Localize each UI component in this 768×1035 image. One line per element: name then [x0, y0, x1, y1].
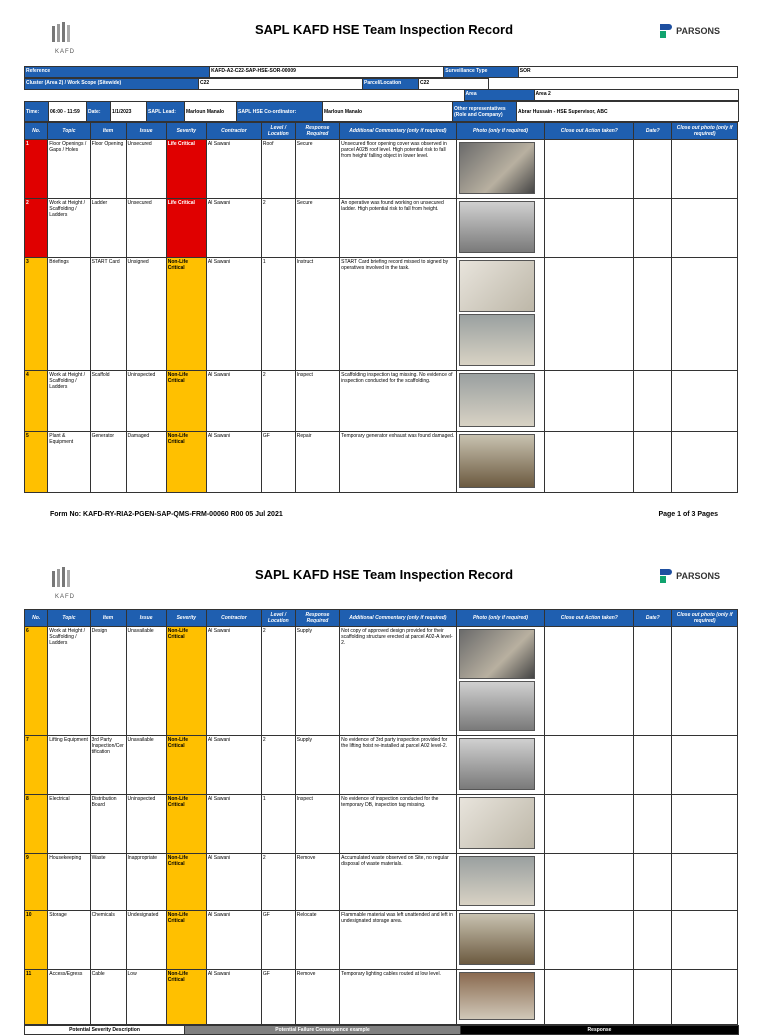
- cell-photo: [456, 199, 545, 258]
- column-header: Contractor: [206, 123, 261, 140]
- cell-date[interactable]: [634, 970, 672, 1025]
- cell-closeout-action[interactable]: [545, 432, 634, 493]
- cell-issue: Low: [126, 970, 166, 1025]
- cell-date[interactable]: [634, 736, 672, 795]
- cell-date[interactable]: [634, 199, 672, 258]
- table-row: [25, 627, 738, 736]
- cell-issue: Unsigned: [126, 258, 166, 371]
- cell-closeout-photo[interactable]: [672, 970, 738, 1025]
- cell-item: 3rd Party Inspection/Certification: [90, 736, 126, 795]
- cell-severity: Non-Life Critical: [166, 911, 206, 970]
- cell-severity: Non-Life Critical: [166, 371, 206, 432]
- column-header: Close out Action taken?: [545, 123, 634, 140]
- cell-closeout-photo[interactable]: [672, 736, 738, 795]
- cell-comment: Accumulated waste observed on Site, no regular disposal of waste materials.: [340, 854, 456, 911]
- cell-photo: [456, 736, 545, 795]
- column-header: Close out photo (only if required): [672, 610, 738, 627]
- cell-contractor: Al Sawani: [206, 627, 261, 736]
- cell-severity: Non-Life Critical: [166, 970, 206, 1025]
- cell-closeout-photo[interactable]: [672, 199, 738, 258]
- photo-chemicals: [459, 913, 535, 965]
- photo-operatives: [459, 314, 535, 366]
- cell-item: Ladder: [90, 199, 126, 258]
- cell-comment: Scaffolding inspection tag missing. No evidence of inspection conducted for the scaffolding.: [340, 371, 456, 432]
- cell-date[interactable]: [634, 432, 672, 493]
- cell-comment: Temporary generator exhaust was found damaged.: [340, 432, 456, 493]
- cell-date[interactable]: [634, 795, 672, 854]
- cell-topic: Storage: [48, 911, 90, 970]
- cell-contractor: Al Sawani: [206, 199, 261, 258]
- page1-body: Reference KAFD-A2-C22-SAP-HSE-SOR-00009 Surveillance Type SOR Cluster (Area 2) / Work Scope (Sitewide) C22 Parcel/Location C22 Area Area 2 Time: 06:00 - 11:59 Date: 1/1/2023 SAPL Lead: Marloun Manalo SAPL HSE Co-ordinator: Marloun Manalo Other representatives (Role and Company) Abrar Hussain - HSE Supervisor, ABC No. Topic Item Issue Severity Contractor Level / Location Response Required Additional Commentary (only if required) Photo (only if required) Close out Action taken? Date? Close out photo (only if required) 1 Floor Openings / Gaps / Holes Floor Opening Unsecured Life Critical Al Sawani Roof Secure Unsecured floor opening cover was observed in parcel A02B roof level. High potential risk to fall from height/ falling object in lower level. 2 Work at Height / Scaffolding / Ladders Ladder Unsecured Life Critical Al Sawani 2 Secure An operative was found working on unsecured ladder. High potential risk to fall from height. 3 Briefings START Card Unsigned Non-Life Critical Al Sawani 1 Instruct START Card briefing record missed to signed by operatives involved in the task. 4 Work at Height / Scaffolding / Ladders Scaffold Uninspected Non-Life Critical Al Sawani 2 Inspect Scaffolding inspection tag missing. No evidence of inspection conducted for the scaffolding. 5 Plant & Equipment Generator Damaged Non-Life Critical Al Sawani GF Repair Temporary generator exhaust was found damaged.: [0, 66, 768, 493]
- photo-hoist: [459, 738, 535, 790]
- cell-issue: Undesignated: [126, 911, 166, 970]
- cell-comment: No evidence of 3rd party inspection provided for the lifting hoist re-installed at parcel A02 level-2.: [340, 736, 456, 795]
- parsons-logo: PARSONS: [660, 24, 720, 38]
- cell-issue: Damaged: [126, 432, 166, 493]
- table-row: [25, 371, 738, 432]
- findings-table-page1: [24, 122, 738, 493]
- cell-severity: Non-Life Critical: [166, 432, 206, 493]
- page1-header: [0, 0, 768, 60]
- cell-contractor: Al Sawani: [206, 258, 261, 371]
- cell-no: 3: [25, 258, 48, 371]
- photo-scaffold: [459, 373, 535, 427]
- photo-scaffold-b: [459, 681, 535, 731]
- column-header: Issue: [126, 123, 166, 140]
- cell-no: 8: [25, 795, 48, 854]
- cell-closeout-photo[interactable]: [672, 371, 738, 432]
- cell-date[interactable]: [634, 140, 672, 199]
- table-row: [25, 736, 738, 795]
- cell-comment: Flammable material was left unattended and left in undesignated storage area.: [340, 911, 456, 970]
- column-header: Item: [90, 123, 126, 140]
- cell-closeout-action[interactable]: [545, 258, 634, 371]
- cell-item: Design: [90, 627, 126, 736]
- cell-item: Generator: [90, 432, 126, 493]
- column-header: No.: [25, 123, 48, 140]
- cell-contractor: Al Sawani: [206, 140, 261, 199]
- cell-topic: Housekeeping: [48, 854, 90, 911]
- cell-comment: Temporary lighting cables routed at low level.: [340, 970, 456, 1025]
- cell-issue: Unsecured: [126, 140, 166, 199]
- cell-item: Chemicals: [90, 911, 126, 970]
- photo-cable: [459, 972, 535, 1020]
- cell-closeout-photo[interactable]: [672, 854, 738, 911]
- photo-ladder: [459, 201, 535, 253]
- cell-closeout-action[interactable]: [545, 795, 634, 854]
- info-table: Reference KAFD-A2-C22-SAP-HSE-SOR-00009 Surveillance Type SOR: [24, 66, 738, 78]
- cell-date[interactable]: [634, 911, 672, 970]
- kafd-logo: KAFD: [50, 22, 80, 60]
- cell-comment: Unsecured floor opening cover was observed in parcel A02B roof level. High potential risk to fall from height/ falling object in lower level.: [340, 140, 456, 199]
- cell-closeout-action[interactable]: [545, 911, 634, 970]
- column-header: Photo (only if required): [456, 610, 545, 627]
- cell-topic: Electrical: [48, 795, 90, 854]
- cell-no: 4: [25, 371, 48, 432]
- cell-severity: Non-Life Critical: [166, 795, 206, 854]
- photo-scaffold-a: [459, 629, 535, 679]
- cell-level: 2: [261, 736, 295, 795]
- cell-level: Roof: [261, 140, 295, 199]
- photo-start-card: [459, 260, 535, 312]
- cell-response: Remove: [295, 970, 339, 1025]
- column-header: Severity: [166, 123, 206, 140]
- cell-item: Scaffold: [90, 371, 126, 432]
- cell-level: 1: [261, 795, 295, 854]
- cell-severity: Non-Life Critical: [166, 736, 206, 795]
- cell-closeout-photo[interactable]: [672, 432, 738, 493]
- column-header: Contractor: [206, 610, 261, 627]
- cell-closeout-action[interactable]: [545, 371, 634, 432]
- cell-level: 2: [261, 371, 295, 432]
- cell-closeout-action[interactable]: [545, 140, 634, 199]
- cell-level: 2: [261, 627, 295, 736]
- cell-topic: Work at Height / Scaffolding / Ladders: [48, 371, 90, 432]
- table-row: [25, 795, 738, 854]
- cell-item: Distribution Board: [90, 795, 126, 854]
- cell-closeout-photo[interactable]: [672, 911, 738, 970]
- cell-severity: Non-Life Critical: [166, 258, 206, 371]
- cell-response: Instruct: [295, 258, 339, 371]
- cell-response: Repair: [295, 432, 339, 493]
- cell-closeout-photo[interactable]: [672, 258, 738, 371]
- cell-level: 1: [261, 258, 295, 371]
- cell-response: Remove: [295, 854, 339, 911]
- column-header: Date?: [634, 610, 672, 627]
- cell-contractor: Al Sawani: [206, 432, 261, 493]
- cell-contractor: Al Sawani: [206, 371, 261, 432]
- column-header: Topic: [48, 610, 90, 627]
- column-header: Item: [90, 610, 126, 627]
- cell-closeout-action[interactable]: [545, 736, 634, 795]
- cell-photo: [456, 627, 545, 736]
- cell-no: 10: [25, 911, 48, 970]
- cell-response: Supply: [295, 627, 339, 736]
- cell-contractor: Al Sawani: [206, 854, 261, 911]
- cell-no: 2: [25, 199, 48, 258]
- cell-comment: An operative was found working on unsecured ladder. High potential risk to fall from height.: [340, 199, 456, 258]
- cell-date[interactable]: [634, 258, 672, 371]
- table-row: [25, 199, 738, 258]
- cell-comment: START Card briefing record missed to signed by operatives involved in the task.: [340, 258, 456, 371]
- cell-severity: Non-Life Critical: [166, 854, 206, 911]
- parsons-mark-icon: [660, 24, 672, 38]
- table-row: [25, 854, 738, 911]
- photo-generator: [459, 434, 535, 488]
- cell-level: GF: [261, 970, 295, 1025]
- cell-item: Waste: [90, 854, 126, 911]
- cell-date[interactable]: [634, 627, 672, 736]
- cell-no: 6: [25, 627, 48, 736]
- table-row: [25, 258, 738, 371]
- column-header: Issue: [126, 610, 166, 627]
- cell-comment: No evidence of inspection conducted for the temporary DB, inspection tag missing.: [340, 795, 456, 854]
- cell-severity: Life Critical: [166, 140, 206, 199]
- cell-date[interactable]: [634, 371, 672, 432]
- page-title: SAPL KAFD HSE Team Inspection Record: [254, 567, 514, 582]
- cell-issue: Unsecured: [126, 199, 166, 258]
- findings-table-page2: [24, 609, 738, 1025]
- table-row: [25, 911, 738, 970]
- cell-issue: Unavailable: [126, 736, 166, 795]
- cell-closeout-action[interactable]: [545, 199, 634, 258]
- cell-topic: Floor Openings / Gaps / Holes: [48, 140, 90, 199]
- page2-body: [0, 609, 768, 1035]
- cell-photo: [456, 140, 545, 199]
- column-header: Severity: [166, 610, 206, 627]
- cell-closeout-photo[interactable]: [672, 140, 738, 199]
- cell-photo: [456, 258, 545, 371]
- cell-issue: Unavailable: [126, 627, 166, 736]
- cell-level: 2: [261, 199, 295, 258]
- page-number: Page 1 of 3 Pages: [658, 511, 718, 518]
- cell-contractor: Al Sawani: [206, 795, 261, 854]
- cell-severity: Non-Life Critical: [166, 627, 206, 736]
- cell-photo: [456, 432, 545, 493]
- cell-item: START Card: [90, 258, 126, 371]
- cell-no: 9: [25, 854, 48, 911]
- cell-photo: [456, 795, 545, 854]
- cell-response: Secure: [295, 199, 339, 258]
- cell-response: Relocate: [295, 911, 339, 970]
- photo-waste: [459, 856, 535, 906]
- column-header: Date?: [634, 123, 672, 140]
- cell-response: Inspect: [295, 795, 339, 854]
- column-header: Response Required: [295, 610, 339, 627]
- cell-no: 5: [25, 432, 48, 493]
- cell-date[interactable]: [634, 854, 672, 911]
- page2-header: [0, 545, 768, 605]
- cell-closeout-action[interactable]: [545, 970, 634, 1025]
- column-header: Additional Commentary (only if required): [340, 123, 456, 140]
- table-row: [25, 432, 738, 493]
- kafd-logo: KAFD: [50, 567, 80, 605]
- cell-issue: Uninspected: [126, 371, 166, 432]
- column-header: Response Required: [295, 123, 339, 140]
- cell-severity: Life Critical: [166, 199, 206, 258]
- cell-topic: Lifting Equipment: [48, 736, 90, 795]
- page-title: SAPL KAFD HSE Team Inspection Record: [254, 22, 514, 37]
- cell-topic: Work at Height / Scaffolding / Ladders: [48, 627, 90, 736]
- photo-floor-opening: [459, 142, 535, 194]
- cell-closeout-action[interactable]: [545, 627, 634, 736]
- column-header: Level / Location: [261, 610, 295, 627]
- cell-photo: [456, 911, 545, 970]
- cell-response: Supply: [295, 736, 339, 795]
- cell-response: Inspect: [295, 371, 339, 432]
- cell-item: Floor Opening: [90, 140, 126, 199]
- parsons-logo: PARSONS: [660, 569, 720, 583]
- cell-contractor: Al Sawani: [206, 970, 261, 1025]
- cell-contractor: Al Sawani: [206, 736, 261, 795]
- cell-issue: Uninspected: [126, 795, 166, 854]
- cell-no: 1: [25, 140, 48, 199]
- cell-photo: [456, 371, 545, 432]
- cell-closeout-photo[interactable]: [672, 627, 738, 736]
- cell-comment: Not copy of approved design provided for their scaffolding structure erected at parcel A02-A level-2.: [340, 627, 456, 736]
- column-header: Level / Location: [261, 123, 295, 140]
- cell-topic: Briefings: [48, 258, 90, 371]
- table-row: [25, 140, 738, 199]
- cell-topic: Access/Egress: [48, 970, 90, 1025]
- form-number: Form No: KAFD-RY-RIA2-PGEN-SAP-QMS-FRM-00060 R00 05 Jul 2021: [50, 511, 283, 518]
- photo-db: [459, 797, 535, 849]
- column-header: Topic: [48, 123, 90, 140]
- cell-no: 11: [25, 970, 48, 1025]
- column-header: Photo (only if required): [456, 123, 545, 140]
- cell-topic: Plant & Equipment: [48, 432, 90, 493]
- cell-photo: [456, 970, 545, 1025]
- column-header: Additional Commentary (only if required): [340, 610, 456, 627]
- cell-level: 2: [261, 854, 295, 911]
- column-header: No.: [25, 610, 48, 627]
- cell-photo: [456, 854, 545, 911]
- parsons-mark-icon: [660, 569, 672, 583]
- table-row: [25, 970, 738, 1025]
- cell-no: 7: [25, 736, 48, 795]
- column-header: Close out Action taken?: [545, 610, 634, 627]
- cell-contractor: Al Sawani: [206, 911, 261, 970]
- cell-topic: Work at Height / Scaffolding / Ladders: [48, 199, 90, 258]
- cell-issue: Inappropriate: [126, 854, 166, 911]
- cell-item: Cable: [90, 970, 126, 1025]
- cell-closeout-action[interactable]: [545, 854, 634, 911]
- cell-response: Secure: [295, 140, 339, 199]
- column-header: Close out photo (only if required): [672, 123, 738, 140]
- cell-closeout-photo[interactable]: [672, 795, 738, 854]
- severity-legend: Potential Severity Description Potential Failure Consequence example Response: [24, 1025, 739, 1035]
- cell-level: GF: [261, 432, 295, 493]
- cell-level: GF: [261, 911, 295, 970]
